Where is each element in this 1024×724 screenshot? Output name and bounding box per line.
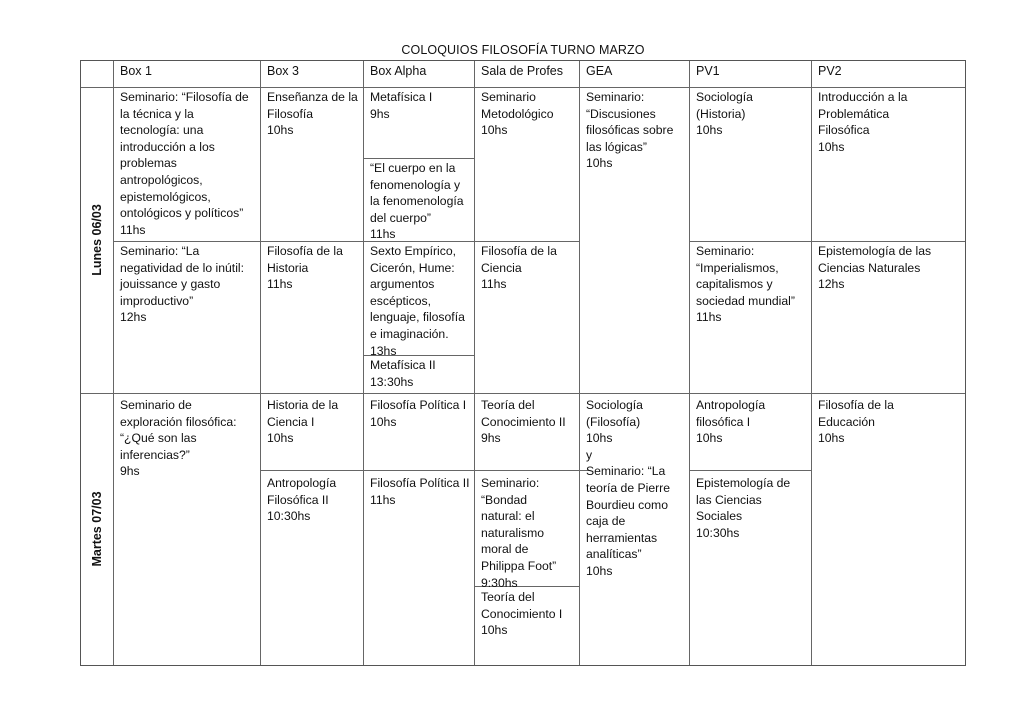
cell-line: Seminario: [586, 90, 645, 104]
cell-martes-pv1-2 [696, 475, 790, 541]
cell-line: Ciencia I [267, 414, 315, 429]
cell-line: Conocimiento I [481, 606, 563, 621]
cell-line: Filosófica II [267, 492, 329, 507]
col-line [113, 61, 114, 665]
cell-line: Filosófica [818, 123, 870, 138]
cell-line: teoría de Pierre [586, 480, 671, 495]
cell-line: 11hs [370, 492, 396, 507]
cell-line: Filosofía de la [481, 244, 557, 258]
cell-martes-sala-3 [481, 589, 562, 639]
cell-lunes-alpha-3 [370, 243, 465, 359]
cell-line: la fenomenología [370, 194, 464, 209]
cell-line: Metodológico [481, 106, 554, 121]
cell-line: 13:30hs [370, 374, 414, 389]
cell-line: Sociología [696, 90, 753, 104]
cell-lunes-pv2-1 [818, 89, 907, 155]
cell-line: natural: el [481, 509, 535, 524]
cell-line: improductivo” [120, 293, 194, 308]
cell-line: 11hs [696, 310, 722, 325]
col-line [474, 61, 475, 665]
cell-line: Teoría del [481, 398, 535, 412]
cell-line: (Historia) [696, 106, 746, 121]
cell-line: 10hs [267, 123, 294, 138]
cell-line: epistemológicos, [120, 189, 211, 204]
cell-line: fenomenología y [370, 177, 461, 192]
cell-line: Cicerón, Hume: [370, 260, 455, 275]
cell-lunes-box1-2 [120, 243, 244, 326]
cell-line: (Filosofía) [586, 414, 641, 429]
cell-line: 9:30hs [481, 575, 518, 590]
cell-line: Problemática [818, 106, 890, 121]
cell-line: 10hs [818, 139, 845, 154]
cell-line: y [586, 447, 593, 462]
cell-line: 9hs [481, 431, 501, 446]
col-line [260, 61, 261, 665]
cell-martes-pv2-1 [818, 397, 894, 447]
cell-line: 12hs [818, 277, 845, 292]
cell-line: “Imperialismos, [696, 260, 779, 275]
cell-line: argumentos [370, 277, 435, 292]
cell-line: “Bondad [481, 492, 528, 507]
cell-line: Seminario: “La [120, 244, 200, 258]
cell-line: Sexto Empírico, [370, 244, 457, 258]
header-box-3: Box 3 [267, 64, 299, 78]
cell-line: Sociales [696, 509, 743, 524]
cell-line: Filosofía de la [818, 398, 894, 412]
cell-line: Bourdieu como [586, 497, 668, 512]
cell-line: 10hs [696, 431, 723, 446]
cell-line: Seminario [481, 90, 536, 104]
cell-line: Conocimiento II [481, 414, 566, 429]
cell-line: Seminario: “La [586, 464, 666, 479]
cell-line: 10hs [586, 563, 613, 578]
cell-line: Historia [267, 260, 309, 275]
cell-line: Seminario: [481, 476, 540, 490]
cell-lunes-pv2-2 [818, 243, 931, 293]
col-line [811, 61, 812, 665]
header-box-alpha: Box Alpha [370, 64, 427, 78]
cell-line: 10hs [267, 431, 294, 446]
cell-line: Filosofía [267, 106, 314, 121]
cell-line: filosóficas sobre [586, 123, 674, 138]
cell-line: tecnología: una [120, 123, 204, 138]
cell-line: Sociología [586, 398, 643, 412]
cell-martes-sala-1 [481, 397, 566, 447]
cell-line: inferencias?” [120, 447, 190, 462]
cell-line: jouissance y gasto [120, 277, 221, 292]
header-pv1: PV1 [696, 64, 720, 78]
cell-line: 10hs [818, 431, 845, 446]
cell-line: 12hs [120, 310, 147, 325]
cell-line: 11hs [267, 277, 293, 292]
cell-line: Antropología [696, 398, 766, 412]
cell-line: Epistemología de las [818, 244, 932, 258]
cell-line: sociedad mundial” [696, 293, 795, 308]
cell-line: Ciencia [481, 260, 522, 275]
cell-martes-gea-1 [586, 397, 670, 580]
cell-line: problemas [120, 156, 177, 171]
cell-line: las Ciencias [696, 492, 762, 507]
cell-martes-alpha-1 [370, 397, 466, 430]
schedule-table [80, 60, 966, 666]
row-line [81, 87, 965, 88]
cell-line: Seminario: “Filosofía de [120, 90, 249, 104]
col-line [363, 61, 364, 665]
cell-line: 11hs [120, 222, 146, 237]
cell-line: 10hs [370, 414, 397, 429]
row-line [689, 470, 811, 471]
cell-lunes-box3-2 [267, 243, 343, 293]
cell-lunes-pv1-2 [696, 243, 795, 326]
cell-line: la técnica y la [120, 106, 194, 121]
cell-line: caja de [586, 514, 626, 529]
day-label-martes: Martes 07/03 [90, 491, 104, 567]
cell-martes-box1-1 [120, 397, 237, 480]
cell-line: del cuerpo” [370, 210, 431, 225]
cell-line: analíticas” [586, 547, 642, 562]
cell-line: las lógicas” [586, 139, 647, 154]
cell-line: Seminario: [696, 244, 755, 258]
cell-line: Filosofía Política II [370, 476, 470, 490]
cell-martes-sala-2 [481, 475, 556, 591]
cell-line: Metafísica I [370, 90, 433, 104]
cell-line: introducción a los [120, 139, 215, 154]
cell-lunes-gea-1 [586, 89, 673, 172]
cell-line: Filosofía Política I [370, 398, 467, 412]
page-title: COLOQUIOS FILOSOFÍA TURNO MARZO [401, 43, 645, 57]
cell-line: 10:30hs [696, 525, 740, 540]
cell-line: 10hs [696, 123, 723, 138]
day-label-lunes: Lunes 06/03 [90, 204, 104, 276]
row-line [260, 470, 574, 471]
cell-line: 10hs [481, 623, 508, 638]
row-line [689, 241, 965, 242]
col-line [579, 61, 580, 665]
cell-line: antropológicos, [120, 172, 203, 187]
cell-line: Ciencias Naturales [818, 260, 921, 275]
cell-line: 11hs [481, 277, 507, 292]
cell-line: Antropología [267, 476, 337, 490]
cell-line: capitalismos y [696, 277, 773, 292]
row-line [113, 241, 579, 242]
cell-line: Teoría del [481, 590, 535, 604]
cell-lunes-box3-1 [267, 89, 358, 139]
cell-lunes-alpha-1 [370, 89, 432, 122]
cell-line: herramientas [586, 530, 658, 545]
header-box-1: Box 1 [120, 64, 152, 78]
cell-line: lenguaje, filosofía [370, 310, 465, 325]
col-line [689, 61, 690, 665]
header-pv2: PV2 [818, 64, 842, 78]
cell-line: negatividad de lo inútil: [120, 260, 244, 275]
cell-line: 11hs [370, 227, 396, 242]
cell-line: “¿Qué son las [120, 431, 197, 446]
header-gea: GEA [586, 64, 613, 78]
cell-line: filosófica I [696, 414, 751, 429]
cell-line: 10hs [481, 123, 508, 138]
cell-lunes-alpha-4 [370, 357, 436, 390]
cell-line: 9hs [370, 106, 390, 121]
cell-lunes-box1-1 [120, 89, 249, 238]
cell-line: ontológicos y políticos” [120, 206, 244, 221]
cell-line: 10hs [586, 431, 613, 446]
cell-martes-box3-2 [267, 475, 336, 525]
cell-line: Educación [818, 414, 875, 429]
cell-line: “Discusiones [586, 106, 656, 121]
cell-line: Epistemología de [696, 476, 791, 490]
cell-line: Enseñanza de la [267, 90, 358, 104]
row-line [363, 158, 474, 159]
cell-lunes-sala-1 [481, 89, 554, 139]
cell-line: Metafísica II [370, 358, 436, 372]
cell-line: e imaginación. [370, 326, 449, 341]
cell-line: 9hs [120, 464, 140, 479]
cell-line: exploración filosófica: [120, 414, 237, 429]
cell-line: escépticos, [370, 293, 431, 308]
cell-line: Introducción a la [818, 90, 908, 104]
cell-line: 13hs [370, 343, 397, 358]
cell-martes-alpha-2 [370, 475, 470, 508]
cell-line: 10:30hs [267, 509, 311, 524]
cell-lunes-alpha-2 [370, 160, 464, 243]
header-sala-de-profes: Sala de Profes [481, 64, 563, 78]
cell-line: 10hs [586, 156, 613, 171]
cell-line: Seminario de [120, 398, 192, 412]
cell-martes-pv1-1 [696, 397, 765, 447]
cell-line: naturalismo [481, 525, 544, 540]
cell-lunes-pv1-1 [696, 89, 753, 139]
cell-martes-box3-1 [267, 397, 338, 447]
cell-line: “El cuerpo en la [370, 161, 456, 175]
cell-line: moral de [481, 542, 529, 557]
row-line [81, 393, 965, 394]
cell-lunes-sala-2 [481, 243, 557, 293]
cell-line: Historia de la [267, 398, 339, 412]
cell-line: Philippa Foot” [481, 558, 557, 573]
cell-line: Filosofía de la [267, 244, 343, 258]
